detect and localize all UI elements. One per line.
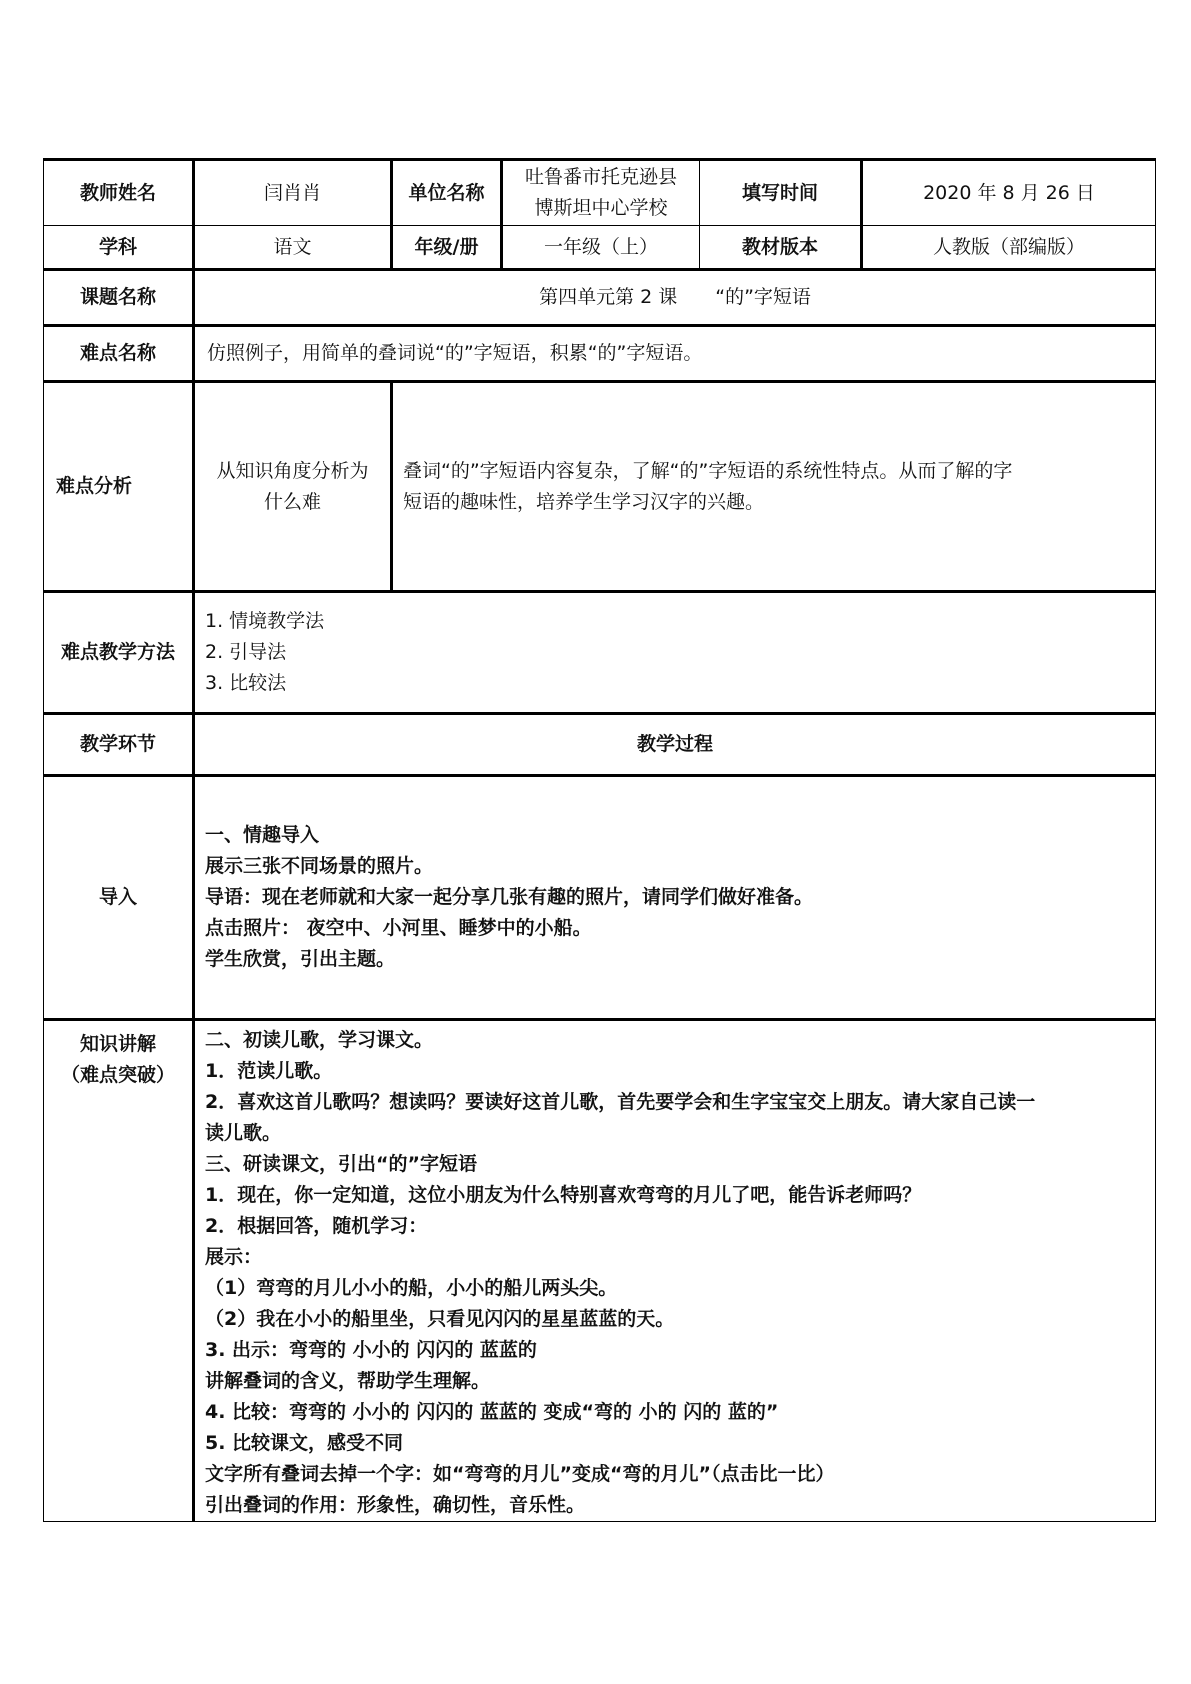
intro-line: 展示三张不同场景的照片。 <box>205 855 434 877</box>
lesson-plan-table <box>43 158 1156 1522</box>
intro-line: 导语：现在老师就和大家一起分享几张有趣的照片，请同学们做好准备。 <box>205 886 814 908</box>
analysis-sub-label-line1: 从知识角度分析为 <box>216 459 369 482</box>
edition-label: 教材版本 <box>700 226 862 270</box>
knowledge-line: 1．现在，你一定知道，这位小朋友为什么特别喜欢弯弯的月儿了吧，能告诉老师吗？ <box>205 1184 922 1206</box>
method-item: 3. 比较法 <box>205 672 287 694</box>
analysis-value-line1: 叠词“的”字短语内容复杂，了解“的”字短语的系统性特点。从而了解的字 <box>403 459 1013 482</box>
method-item: 2. 引导法 <box>205 641 287 663</box>
methods-label: 难点教学方法 <box>44 592 194 714</box>
knowledge-line: 2．喜欢这首儿歌吗？想读吗？要读好这首儿歌，首先要学会和生字宝宝交上朋友。请大家自己读一 <box>205 1091 1036 1113</box>
teacher-name-label: 教师姓名 <box>44 160 194 226</box>
analysis-label: 难点分析 <box>44 382 194 592</box>
knowledge-line: 讲解叠词的含义，帮助学生理解。 <box>205 1370 491 1392</box>
intro-line: 学生欣赏，引出主题。 <box>205 948 396 970</box>
intro-content <box>194 776 1156 1020</box>
intro-line: 点击照片： 夜空中、小河里、睡梦中的小船。 <box>205 917 592 939</box>
knowledge-line: 三、研读课文，引出“的”字短语 <box>205 1153 477 1175</box>
knowledge-line: 文字所有叠词去掉一个字：如“弯弯的月儿”变成“弯的月儿”（点击比一比） <box>205 1463 835 1485</box>
knowledge-line: 2．根据回答，随机学习： <box>205 1215 428 1237</box>
topic-value: 第四单元第 2 课 “的”字短语 <box>194 270 1156 326</box>
knowledge-line: 读儿歌。 <box>205 1122 282 1144</box>
difficulty-label: 难点名称 <box>44 326 194 382</box>
analysis-value <box>392 382 1156 592</box>
analysis-sub-label <box>194 382 392 592</box>
knowledge-line: 展示： <box>205 1246 263 1268</box>
knowledge-label <box>44 1020 194 1522</box>
subject-value: 语文 <box>194 226 392 270</box>
analysis-value-line2: 短语的趣味性，培养学生学习汉字的兴趣。 <box>403 490 765 513</box>
analysis-sub-label-line2: 什么难 <box>263 490 321 513</box>
knowledge-line: 4. 比较：弯弯的 小小的 闪闪的 蓝蓝的 变成“弯的 小的 闪的 蓝的” <box>205 1401 779 1423</box>
knowledge-label-line1: 知识讲解 <box>79 1033 156 1055</box>
unit-name-line1: 吐鲁番市托克逊县 <box>524 166 677 188</box>
knowledge-line: 5. 比较课文，感受不同 <box>205 1432 404 1454</box>
grade-value: 一年级（上） <box>502 226 700 270</box>
knowledge-line: 引出叠词的作用：形象性，确切性，音乐性。 <box>205 1494 586 1516</box>
intro-label: 导入 <box>44 776 194 1020</box>
knowledge-label-line2: （难点突破） <box>60 1064 175 1086</box>
edition-value: 人教版（部编版） <box>862 226 1156 270</box>
knowledge-line: 3. 出示：弯弯的 小小的 闪闪的 蓝蓝的 <box>205 1339 537 1361</box>
knowledge-line: （1）弯弯的月儿小小的船，小小的船儿两头尖。 <box>205 1277 618 1299</box>
method-item: 1. 情境教学法 <box>205 610 325 632</box>
knowledge-line: 二、初读儿歌，学习课文。 <box>205 1029 434 1051</box>
lesson-plan-page <box>43 158 1155 1522</box>
grade-label: 年级/册 <box>392 226 502 270</box>
difficulty-value: 仿照例子，用简单的叠词说“的”字短语，积累“的”字短语。 <box>194 326 1156 382</box>
unit-name-label: 单位名称 <box>392 160 502 226</box>
knowledge-content <box>194 1020 1156 1522</box>
unit-name-line2: 博斯坦中心学校 <box>534 197 668 219</box>
unit-name-value <box>502 160 700 226</box>
topic-label: 课题名称 <box>44 270 194 326</box>
knowledge-line: 1．范读儿歌。 <box>205 1060 333 1082</box>
fill-date-label: 填写时间 <box>700 160 862 226</box>
methods-list <box>194 592 1156 714</box>
fill-date-value: 2020 年 8 月 26 日 <box>862 160 1156 226</box>
subject-label: 学科 <box>44 226 194 270</box>
teacher-name-value: 闫肖肖 <box>194 160 392 226</box>
teaching-process-label: 教学过程 <box>194 714 1156 776</box>
intro-line: 一、情趣导入 <box>205 824 320 846</box>
teaching-stage-label: 教学环节 <box>44 714 194 776</box>
knowledge-line: （2）我在小小的船里坐，只看见闪闪的星星蓝蓝的天。 <box>205 1308 675 1330</box>
